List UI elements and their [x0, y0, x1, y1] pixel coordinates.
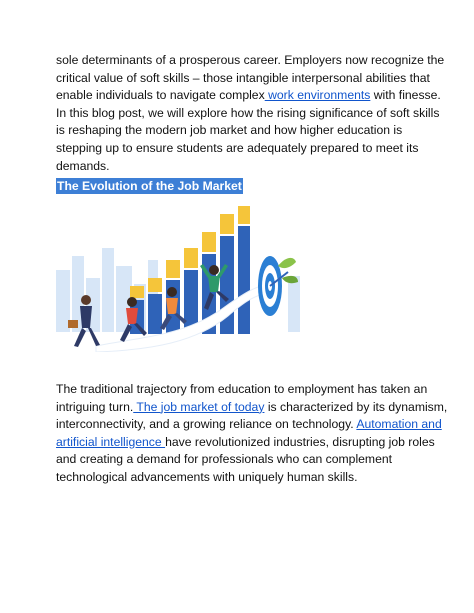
text-line: stepping up to ensure students are adequately prepared to meet its — [56, 140, 419, 155]
text-line: The traditional trajectory from education to employment has taken an — [56, 382, 428, 396]
automation-ai-link[interactable]: Automation and — [356, 417, 442, 432]
automation-ai-link-continued[interactable]: artificial intelligence — [56, 434, 166, 449]
text-line — [56, 434, 435, 452]
section-heading: The Evolution of the Job Market — [57, 179, 242, 193]
text-line: critical value of soft skills – those intangible interpersonal abilities that — [56, 70, 430, 85]
job-market-today-link[interactable]: The job market of today — [133, 399, 265, 414]
career-growth-illustration — [56, 196, 302, 352]
text-line: is reshaping the modern job market and how higher education is — [56, 123, 403, 138]
text-line: technological advancements with uniquely human skills. — [56, 469, 358, 484]
text-line — [56, 87, 441, 105]
text-line: and creating a demand for professionals who can complement — [56, 452, 393, 467]
work-environments-link[interactable]: work environments — [264, 88, 371, 103]
text-line — [56, 399, 448, 417]
text-segment: enable individuals to navigate complex — [56, 88, 265, 103]
text-segment: intriguing turn. — [56, 399, 134, 414]
text-line: demands. — [56, 158, 110, 173]
text-line — [56, 416, 442, 434]
text-line: In this blog post, we will explore how the rising significance of soft skills — [56, 105, 440, 120]
intro-paragraph — [56, 52, 445, 175]
text-segment: with finesse. — [370, 88, 441, 103]
text-line: sole determinants of a prosperous career. Employers now recognize the — [56, 53, 445, 67]
text-segment: interconnectivity, and a growing reliance on technology. — [56, 417, 357, 432]
text-segment: have revolutionized industries, disrupting job roles — [165, 434, 435, 449]
job-market-paragraph — [56, 381, 448, 487]
text-segment: is characterized by its dynamism, — [264, 399, 448, 414]
